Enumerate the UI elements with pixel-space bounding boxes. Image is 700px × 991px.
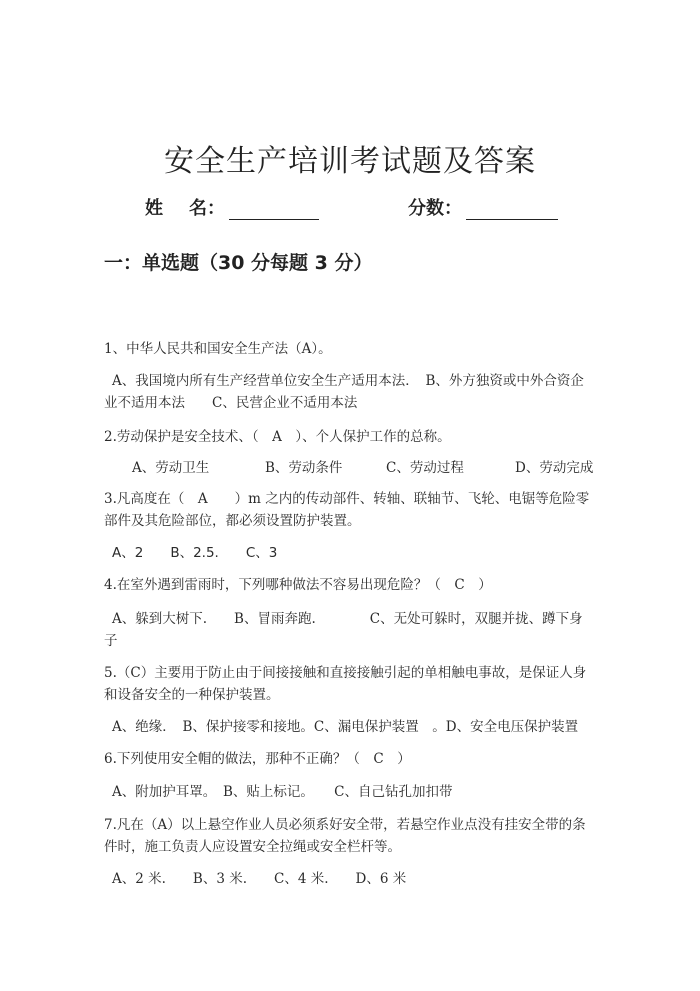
- name-blank-line[interactable]: [229, 199, 319, 220]
- question-7-stem: 7.凡在（A）以上悬空作业人员必须系好安全带，若悬空作业点没有挂安全带的条件时，施工负责人应设置安全拉绳或安全栏杆等。: [104, 817, 586, 855]
- section-heading: 一：单选题（30 分每题 3 分）: [104, 252, 373, 274]
- question-2-option-c: C、劳动过程: [386, 460, 464, 476]
- question-1-options: A、我国境内所有生产经营单位安全生产适用本法． B、外方独资或中外合资企业不适用本法 C、民营企业不适用本法: [104, 373, 584, 411]
- score-blank-line[interactable]: [466, 199, 558, 220]
- question-2-option-b: B、劳动条件: [265, 460, 343, 476]
- name-label-2: 名：: [189, 198, 225, 219]
- question-2-option-a: A、劳动卫生: [132, 460, 210, 476]
- question-4-options: A、躲到大树下. B、冒雨奔跑. C、无处可躲时，双腿并拢、蹲下身子: [104, 611, 583, 649]
- question-7-options: A、2 米. B、3 米. C、4 米. D、6 米: [112, 871, 407, 887]
- question-2-stem: 2.劳动保护是安全技术、（ A ）、个人保护工作的总称。: [104, 429, 451, 445]
- name-label-1: 姓: [145, 198, 163, 219]
- question-6-stem: 6.下列使用安全帽的做法，那种不正确？（ C ）: [104, 751, 411, 767]
- question-4-stem: 4.在室外遇到雷雨时，下列哪种做法不容易出现危险？（ C ）: [104, 577, 492, 593]
- name-field: [145, 194, 319, 220]
- page-title: 安全生产培训考试题及答案: [164, 144, 536, 179]
- score-label: 分数：: [408, 198, 462, 219]
- question-3-options: A、2 B、2.5. C、3: [112, 545, 278, 561]
- question-3-stem: 3.凡高度在（ A ）m 之内的传动部件、转轴、联轴节、飞轮、电锯等危险零部件及其危险部位，都必须设置防护装置。: [104, 491, 590, 529]
- score-field: [408, 194, 558, 220]
- question-5-stem: 5.（C）主要用于防止由于间接接触和直接接触引起的单相触电事故，是保证人身和设备安全的一种保护装置。: [104, 665, 587, 703]
- question-5-options: A、绝缘． B、保护接零和接地。C、漏电保护装置 。D、安全电压保护装置: [112, 719, 579, 735]
- question-6-options: A、附加护耳罩。 B、贴上标记。 C、自己钻孔加扣带: [112, 784, 453, 800]
- question-2-option-d: D、劳动完成: [515, 460, 594, 476]
- question-1-stem: 1、中华人民共和国安全生产法（A）。: [104, 341, 332, 357]
